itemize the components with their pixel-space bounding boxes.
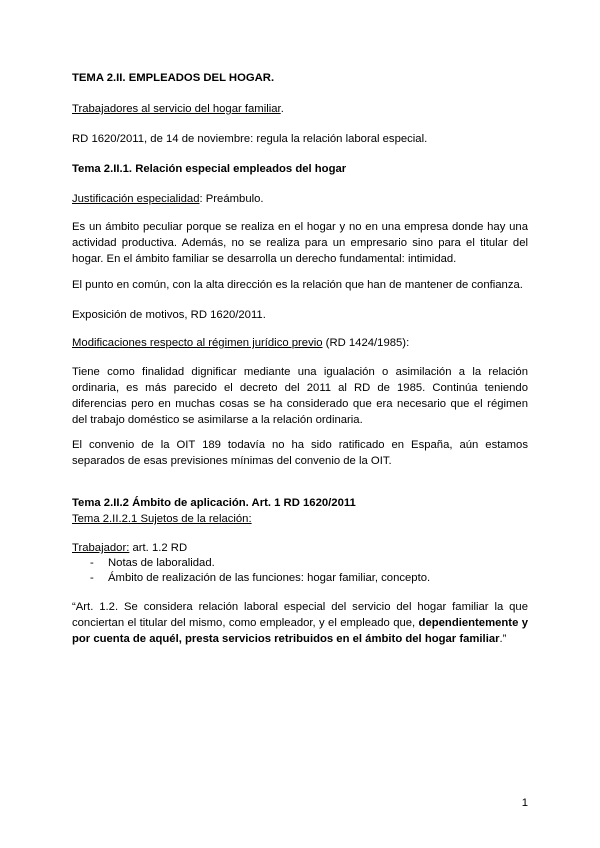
list-item-text: Ámbito de realización de las funciones: hogar familiar, concepto. — [108, 572, 431, 584]
subtitle-text: Trabajadores al servicio del hogar familiar — [72, 103, 281, 115]
worker-rest: art. 1.2 RD — [129, 542, 188, 554]
justification-line — [72, 191, 528, 207]
quote-end: .” — [499, 633, 507, 645]
paragraph-4: Tiene como finalidad dignificar mediante una igualación o asimilación a la relación ordinaria, es más parecido el decreto del 2011 al RD de 1985. Continúa teniendo diferencias pero en muchas cosas se ha considerado que era necesario que el régimen del trabajo doméstico se asimilarse a la relación ordinaria. — [72, 366, 528, 426]
document-page — [72, 0, 528, 848]
subtitle — [72, 101, 528, 117]
worker-line — [72, 540, 528, 556]
justification-label: Justificación especialidad — [72, 193, 200, 205]
subtitle-period: . — [280, 103, 284, 115]
section1-heading: Tema 2.II.1. Relación especial empleados del hogar — [72, 163, 347, 175]
modifications-line — [72, 335, 528, 351]
paragraph-3: Exposición de motivos, RD 1620/2011. — [72, 309, 266, 321]
paragraph-1: Es un ámbito peculiar porque se realiza en el hogar y no en una empresa donde hay una actividad productiva. Además, no se realiza para un empresario sino para el titular del hogar. En el ámbito familiar se desarrolla un derecho fundamental: intimidad. — [72, 221, 528, 265]
modifications-rest: (RD 1424/1985): — [322, 337, 410, 349]
list-item: - Ámbito de realización de las funciones: hogar familiar, concepto. — [90, 572, 431, 584]
quote-bold: dependientemente y por cuenta de aquél, presta servicios retribuidos en el ámbito del hogar familiar — [72, 617, 528, 645]
section2-subheading: Tema 2.II.2.1 Sujetos de la relación: — [72, 513, 252, 525]
main-heading: TEMA 2.II. EMPLEADOS DEL HOGAR. — [72, 72, 275, 84]
paragraph-2: El punto en común, con la alta dirección es la relación que han de mantener de confianza. — [72, 279, 523, 291]
paragraph-5: El convenio de la OIT 189 todavía no ha sido ratificado en España, aún estamos separados de esas previsiones mínimas del convenio de la OIT. — [72, 439, 528, 467]
justification-rest: : Preámbulo. — [199, 193, 264, 205]
list-item: - Notas de laboralidad. — [90, 557, 215, 569]
page-number: 1 — [521, 797, 528, 809]
worker-label: Trabajador: — [72, 542, 130, 554]
rd-line: RD 1620/2011, de 14 de noviembre: regula la relación laboral especial. — [72, 133, 428, 145]
modifications-label: Modificaciones respecto al régimen jurídico previo — [72, 337, 323, 349]
list-item-text: Notas de laboralidad. — [108, 557, 215, 569]
quote-start: “Art. 1.2. Se considera relación laboral especial del servicio del hogar familiar la que conciertan el titular del mismo, como empleador, y el empleado que, — [72, 601, 528, 629]
section2-heading: Tema 2.II.2 Ámbito de aplicación. Art. 1 RD 1620/2011 — [72, 497, 356, 509]
quote-paragraph — [72, 599, 528, 647]
